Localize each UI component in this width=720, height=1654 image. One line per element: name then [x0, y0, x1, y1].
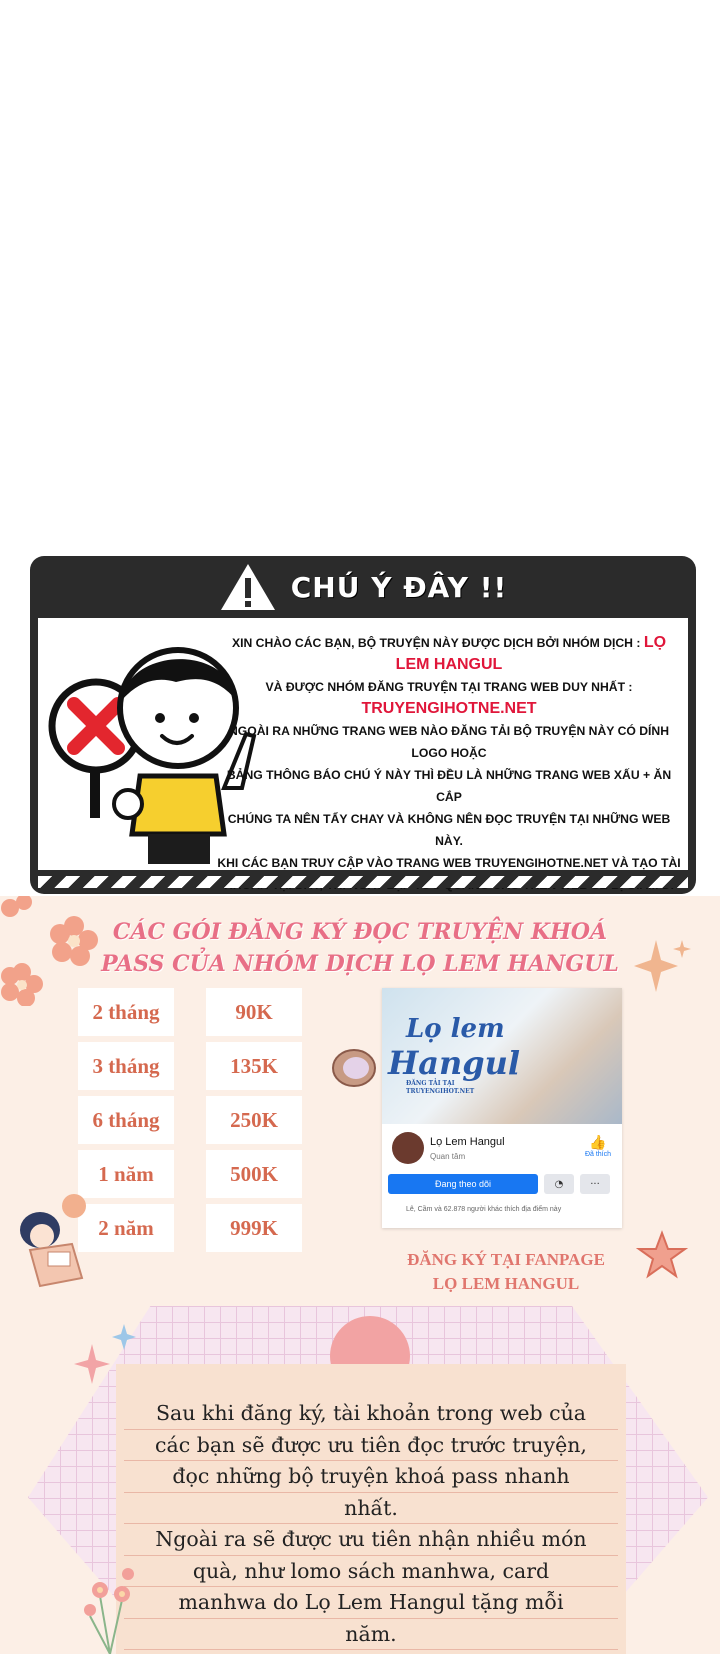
- page-subtitle: Quan tâm: [430, 1152, 466, 1161]
- messenger-icon: ◔: [554, 1178, 564, 1190]
- hazard-stripe: [38, 876, 688, 888]
- notice-header: [30, 556, 696, 618]
- warning-icon: [219, 562, 277, 612]
- likes-summary: Lê, Cầm và 62.878 người khác thích địa điểm này: [406, 1206, 562, 1213]
- fanpage-cta: ĐĂNG KÝ TẠI FANPAGE LỌ LEM HANGUL: [407, 1250, 605, 1293]
- reading-girl-icon: [12, 1192, 96, 1292]
- avatar[interactable]: [392, 1132, 424, 1164]
- plan-price: 250K: [206, 1096, 302, 1144]
- notice-body: [38, 618, 688, 870]
- like-button[interactable]: 👍 Đã thích: [580, 1134, 616, 1158]
- plan-price: 500K: [206, 1150, 302, 1198]
- plan-price: 999K: [206, 1204, 302, 1252]
- subscription-promo: [0, 896, 720, 1654]
- notice-line: CHÚNG TA NÊN TẨY CHAY VÀ KHÔNG NÊN ĐỌC TRUYỆN TẠI NHỮNG WEB NÀY.: [227, 812, 671, 848]
- plan-duration: 2 tháng: [78, 988, 174, 1036]
- follow-button[interactable]: Đang theo dõi: [388, 1174, 538, 1194]
- messenger-button[interactable]: [544, 1174, 574, 1194]
- notice-title: CHÚ Ý ĐÂY !!: [290, 570, 508, 604]
- notice-line: BẢNG THÔNG BÁO CHÚ Ý NÀY THÌ ĐỀU LÀ NHỮNG TRANG WEB XẤU + ĂN CẮP: [226, 768, 672, 804]
- pearl-icon: [330, 1046, 378, 1090]
- benefits-note: Sau khi đăng ký, tài khoản trong web của các bạn sẽ được ưu tiên đọc trước truyện, đọc những bộ truyện khoá pass nhanh nhất. Ngoài ra sẽ được ưu tiên nhận nhiều món quà, như lomo sách manhwa, card manhwa do Lọ Lem Hangul tặng mỗi năm.: [124, 1398, 618, 1650]
- plan-duration: 3 tháng: [78, 1042, 174, 1090]
- plan-price: 135K: [206, 1042, 302, 1090]
- notice-line: XIN CHÀO CÁC BẠN, BỘ TRUYỆN NÀY ĐƯỢC DỊCH BỞI NHÓM DỊCH : LỌ LEM HANGUL: [231, 634, 667, 673]
- warning-notice: [30, 556, 696, 894]
- plan-duration: 2 năm: [78, 1204, 174, 1252]
- promo-title: CÁC GÓI ĐĂNG KÝ ĐỌC TRUYỆN KHOÁ PASS CỦA NHÓM DỊCH LỌ LEM HANGUL: [101, 919, 619, 977]
- fanpage-logo: Lọ lem Hangul ĐĂNG TẢI TẠI TRUYENGIHOT.NET: [388, 1014, 521, 1095]
- flower-bouquet-icon: [70, 1556, 150, 1654]
- plan-duration: 1 năm: [78, 1150, 174, 1198]
- notice-line: VÀ ĐƯỢC NHÓM ĐĂNG TRUYỆN TẠI TRANG WEB DUY NHẤT : TRUYENGIHOTNE.NET: [265, 680, 633, 717]
- sparkle-icon: [634, 936, 694, 996]
- notice-line: NGOÀI RA NHỮNG TRANG WEB NÀO ĐĂNG TẢI BỘ TRUYỆN NÀY CÓ DÍNH LOGO HOẶC: [228, 724, 670, 760]
- thumbs-up-icon: 👍: [589, 1134, 607, 1150]
- plan-price: 90K: [206, 988, 302, 1036]
- fanpage-cover: [382, 988, 622, 1124]
- notice-text: [213, 632, 685, 894]
- page-name[interactable]: Lọ Lem Hangul: [430, 1136, 505, 1148]
- fanpage-card[interactable]: [382, 988, 622, 1228]
- plan-duration: 6 tháng: [78, 1096, 174, 1144]
- star-icon: [636, 1230, 688, 1280]
- more-button[interactable]: ···: [580, 1174, 610, 1194]
- notice-line: KHI CÁC BẠN TRUY CẬP VÀO TRANG WEB TRUYENGIHOTNE.NET VÀ TẠO TÀI: [217, 856, 681, 870]
